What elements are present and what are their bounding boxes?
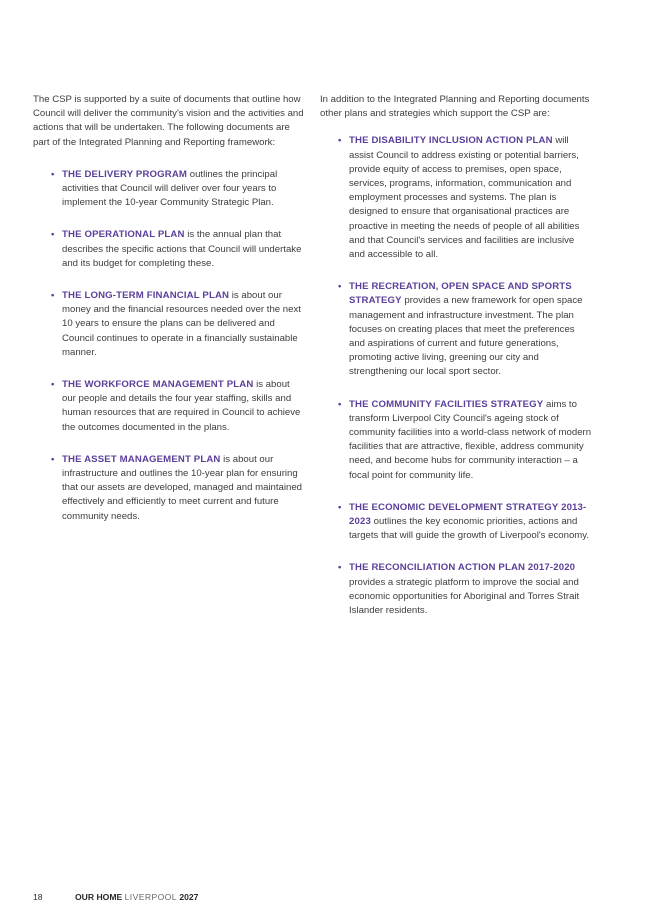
- right-strategy-list: [320, 134, 592, 618]
- item-text: outlines the key economic priorities, actions and targets that will guide the growth of Liverpool's economy.: [349, 516, 590, 542]
- item-text: is about our infrastructure and outlines the 10-year plan for ensuring that our assets are developed, managed and maintained effectively and efficiently to meet current and future community needs.: [62, 453, 303, 522]
- left-intro-paragraph: The CSP is supported by a suite of documents that outline how Council will deliver the community's vision and the activities and actions that will be undertaken. The following documents are part of the Integrated Planning and Reporting framework:: [33, 94, 304, 148]
- item-heading: THE ECONOMIC DEVELOPMENT STRATEGY 2013-2023: [349, 501, 587, 528]
- item-text: is about our people and details the four year staffing, skills and human resources that are required in Council to achieve the outcomes documented in the plans.: [62, 379, 301, 433]
- footer-title-liverpool: LIVERPOOL: [124, 892, 177, 902]
- item-heading: THE ASSET MANAGEMENT PLAN: [62, 453, 221, 465]
- right-intro-paragraph: In addition to the Integrated Planning and Reporting documents other plans and strategies which support the CSP are:: [320, 94, 590, 120]
- item-heading: THE COMMUNITY FACILITIES STRATEGY: [349, 398, 544, 410]
- item-heading: THE LONG-TERM FINANCIAL PLAN: [62, 290, 230, 302]
- footer-title-year: 2027: [179, 892, 199, 902]
- bullet-icon: •: [51, 168, 55, 180]
- item-heading: THE OPERATIONAL PLAN: [62, 229, 185, 241]
- item-text: provides a strategic platform to improve the social and economic opportunities for Aboriginal and Torres Strait Islander residents.: [349, 576, 580, 617]
- left-document-list: [33, 168, 305, 524]
- item-heading: THE DISABILITY INCLUSION ACTION PLAN: [349, 135, 553, 147]
- bullet-icon: •: [51, 290, 55, 302]
- item-text: provides a new framework for open space management and infrastructure investment. The plan focuses on creating places that meet the preferences and aspirations of current and future generations, promoting active living, greening our city and strengthening our local sport sector.: [349, 295, 583, 378]
- item-heading: THE RECONCILIATION ACTION PLAN 2017-2020: [349, 562, 576, 574]
- list-item: [320, 561, 592, 618]
- item-text: is about our money and the financial resources needed over the next 10 years to ensure the plans can be delivered and Council continues to operate in a financially sustainable manner.: [62, 290, 301, 358]
- page-number: 18: [33, 892, 43, 902]
- page-footer: [33, 892, 198, 902]
- item-text: outlines the principal activities that Council will deliver over four years to implement the 10-year Community Strategic Plan.: [62, 168, 278, 209]
- item-text: is the annual plan that describes the specific actions that Council will undertake and its budget for completing these.: [62, 229, 302, 269]
- right-column: [320, 93, 592, 636]
- item-text: aims to transform Liverpool City Council's ageing stock of community facilities into a world-class network of modern facilities that are attractive, flexible, address community need, and become hubs for community interaction – a focal point for community life.: [349, 398, 592, 481]
- bullet-icon: •: [51, 229, 55, 241]
- list-item: [320, 501, 592, 544]
- item-heading: THE WORKFORCE MANAGEMENT PLAN: [62, 379, 254, 391]
- list-item: [320, 280, 592, 379]
- bullet-icon: •: [338, 135, 342, 147]
- bullet-icon: •: [338, 562, 342, 574]
- list-item: [33, 289, 305, 360]
- list-item: [33, 378, 305, 435]
- list-item: [33, 228, 305, 271]
- list-item: [320, 134, 592, 262]
- bullet-icon: •: [338, 281, 342, 293]
- item-text: will assist Council to address existing or potential barriers, provide equity of access to premises, open space, services, programs, information, communication and employment processes and systems. The plan is designed to ensure that organisational practices are proactive in meeting the needs of people of all abilities and that Council's services and facilities are inclusive and accessible to all.: [349, 135, 580, 261]
- bullet-icon: •: [51, 379, 55, 391]
- bullet-icon: •: [338, 501, 342, 513]
- list-item: [320, 398, 592, 483]
- left-column: [33, 93, 305, 542]
- footer-title-our-home: OUR HOME: [74, 892, 123, 902]
- list-item: [33, 168, 305, 211]
- bullet-icon: •: [51, 453, 55, 465]
- bullet-icon: •: [338, 398, 342, 410]
- list-item: [33, 453, 305, 524]
- item-heading: THE RECREATION, OPEN SPACE AND SPORTS STRATEGY: [349, 281, 572, 307]
- item-heading: THE DELIVERY PROGRAM: [62, 168, 188, 180]
